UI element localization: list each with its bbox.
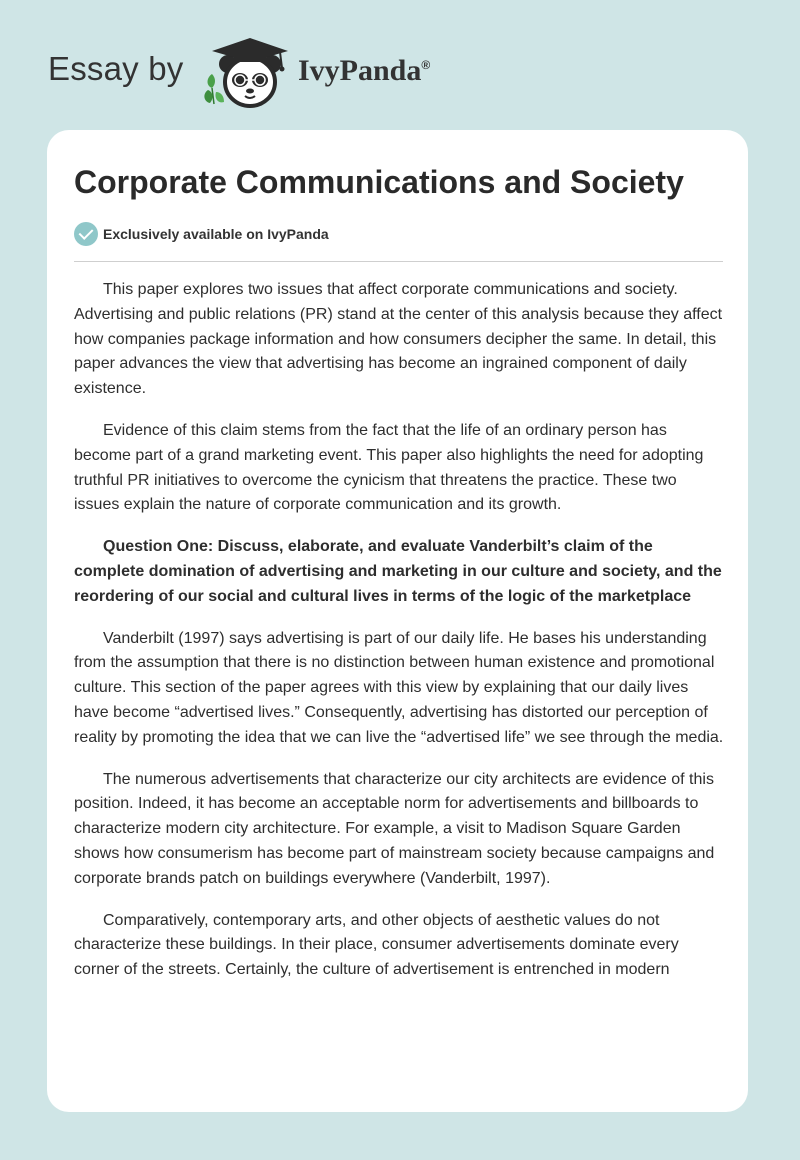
paragraph: The numerous advertisements that characterize our city architects are evidence of this position. Indeed, it has become an acceptable norm for advertisements and billboards to characterize modern city architecture. For example, a visit to Madison Square Garden shows how consumerism has become part of mainstream society because campaigns and corporate brands patch on buildings everywhere (Vanderbilt, 1997). <box>74 770 715 887</box>
essay-by-label: Essay by <box>48 50 184 87</box>
paragraph: Evidence of this claim stems from the fact that the life of an ordinary person has become part of a grand marketing event. This paper also highlights the need for adopting truthful PR initiatives to overcome the cynicism that threatens the practice. These two issues explain the nature of corporate communication and its growth. <box>74 421 704 514</box>
brand-label: IvyPanda <box>298 54 422 87</box>
essay-card <box>47 130 748 1112</box>
panda-graduate-logo-icon[interactable] <box>202 34 298 110</box>
question-heading: Question One: Discuss, elaborate, and evaluate Vanderbilt’s claim of the complete domination of advertising and marketing in our culture and society, and the reordering of our social and cultural lives in terms of the logic of the marketplace <box>74 538 722 605</box>
registered-mark: ® <box>421 58 431 72</box>
ivy-leaf-icon <box>204 74 224 104</box>
divider <box>74 261 723 262</box>
paragraph: This paper explores two issues that affect corporate communications and society. Advertising and public relations (PR) stand at the center of this analysis because they affect how companies package information and how consumers decipher the same. In detail, this paper advances the view that advertising has become an ingrained component of daily existence. <box>74 281 723 398</box>
availability-badge <box>74 221 329 247</box>
checkmark-badge-icon <box>74 222 98 246</box>
badge-label: Exclusively available on IvyPanda <box>103 226 329 242</box>
site-header <box>48 34 508 114</box>
paragraph: Vanderbilt (1997) says advertising is part of our daily life. He bases his understanding from the assumption that there is no distinction between human existence and promotional culture. This section of the paper agrees with this view by explaining that our daily lives have become “advertised lives.” Consequently, advertising has distorted our perception of reality by promoting the idea that we can live the “advertised life” we see through the media. <box>74 629 724 746</box>
paragraph: Comparatively, contemporary arts, and other objects of aesthetic values do not characterize these buildings. In their place, consumer advertisements dominate every corner of the streets. Certainly, the culture of advertisement is entrenched in modern <box>74 911 679 979</box>
essay-body <box>74 278 725 1000</box>
page-title: Corporate Communications and Society <box>74 164 684 200</box>
brand-name[interactable] <box>298 54 430 88</box>
